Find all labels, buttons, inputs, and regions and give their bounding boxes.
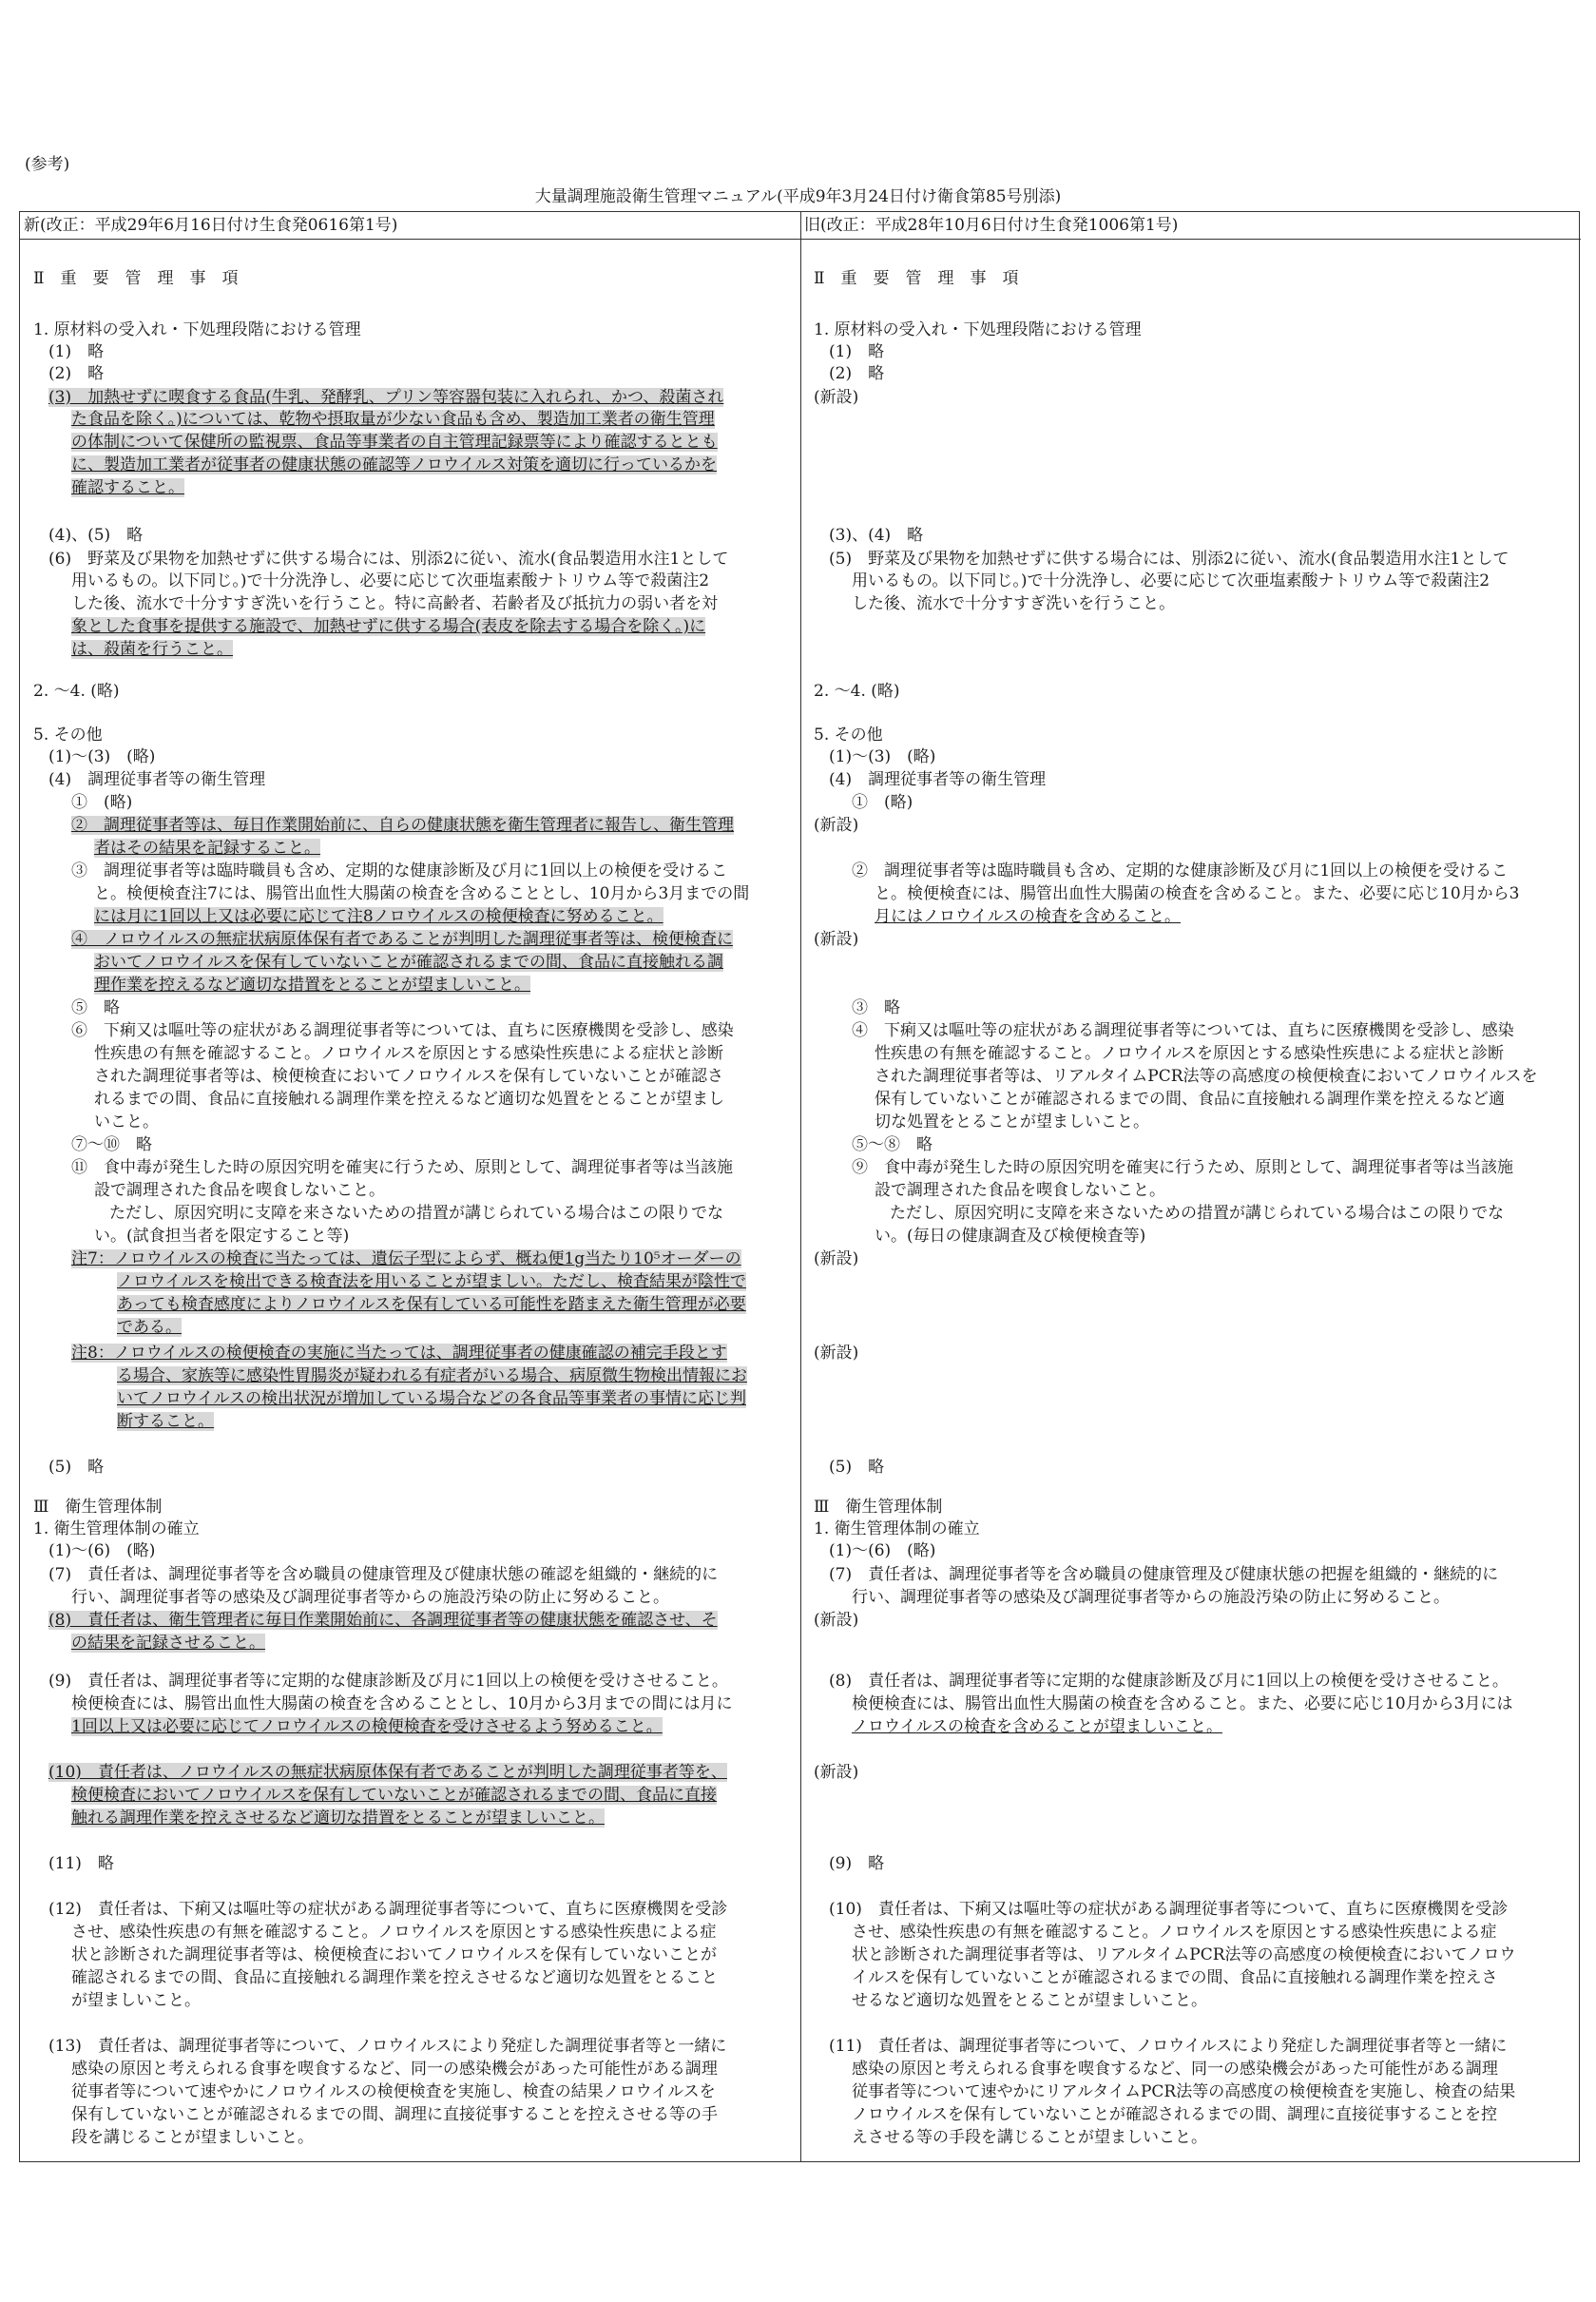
old-version-text-line: い。(毎日の健康調査及び検便検査等) <box>875 1227 1146 1246</box>
new-version-text-line: Ⅲ 衛生管理体制 <box>33 1498 163 1517</box>
old-version-text-line: ③ 略 <box>852 998 900 1017</box>
old-version-text-line: (3)、(4) 略 <box>829 526 924 545</box>
new-version-text-line: いてノロウイルスの検出状況が増加している場合などの各食品等事業者の事情に応じ判 <box>117 1389 746 1408</box>
new-version-text-line: (5) 略 <box>48 1458 105 1477</box>
new-version-text-line: に、製造加工業者が従事者の健康状態の確認等ノロウイルス対策を適切に行っているかを <box>71 455 717 474</box>
new-version-text-line: (8) 責任者は、衛生管理者に毎日作業開始前に、各調理従事者等の健康状態を確認させ、そ <box>48 1611 718 1630</box>
old-version-text-line: ⑤～⑧ 略 <box>852 1135 933 1154</box>
old-version-text-line: させ、感染性疾患の有無を確認すること。ノロウイルスを原因とする感染性疾患による症 <box>852 1923 1497 1942</box>
new-version-text-line: の結果を記録させること。 <box>71 1634 265 1653</box>
new-version-text-line: れるまでの間、食品に直接触れる調理作業を控えるなど適切な処置をとることが望まし <box>94 1090 724 1109</box>
old-version-text-line: (1) 略 <box>829 342 885 361</box>
new-version-text-line: 検便検査には、腸管出血性大腸菌の検査を含めることとし、10月から3月までの間には月に <box>71 1694 733 1713</box>
old-version-text-line: (11) 責任者は、調理従事者等について、ノロウイルスにより発症した調理従事者等と一緒に <box>829 2037 1508 2056</box>
new-version-text-line: 1. 衛生管理体制の確立 <box>33 1519 200 1538</box>
old-version-text-line: 切な処置をとることが望ましいこと。 <box>875 1112 1149 1132</box>
new-version-text-line: ① (略) <box>71 793 133 812</box>
old-version-text-line: 性疾患の有無を確認すること。ノロウイルスを原因とする感染性疾患による症状と診断 <box>875 1044 1504 1063</box>
new-version-text-line: ⑪ 食中毒が発生した時の原因究明を確実に行うため、原則として、調理従事者等は当該施 <box>71 1158 733 1177</box>
old-version-text-line: (2) 略 <box>829 364 885 383</box>
new-version-text-line: ② 調理従事者等は、毎日作業開始前に、自らの健康状態を衛生管理者に報告し、衛生管理 <box>71 816 734 835</box>
new-version-text-line: (4) 調理従事者等の衛生管理 <box>48 770 266 789</box>
new-version-text-line: である。 <box>117 1318 182 1337</box>
old-version-text-line: (5) 略 <box>829 1458 885 1477</box>
old-version-text-line: ④ 下痢又は嘔吐等の症状がある調理従事者等については、直ちに医療機関を受診し、感染 <box>852 1021 1514 1040</box>
new-version-text-line: 注7：ノロウイルスの検査に当たっては、遺伝子型によらず、概ね便1g当たり10⁵オーダーの <box>71 1249 741 1268</box>
new-version-text-line: 2. ～4. (略) <box>33 682 120 701</box>
new-version-text-line: 保有していないことが確認されるまでの間、調理に直接従事することを控えさせる等の手 <box>71 2105 718 2124</box>
new-version-header: 新(改正：平成29年6月16日付け生食発0616第1号) <box>20 212 800 240</box>
old-version-text-line: (新設) <box>814 1763 859 1782</box>
new-version-column <box>20 212 801 2161</box>
new-version-text-line: された調理従事者等は、検便検査においてノロウイルスを保有していないことが確認さ <box>94 1067 723 1086</box>
new-version-text-line: (4)、(5) 略 <box>48 526 144 545</box>
old-version-text-line: 用いるもの。以下同じ。)で十分洗浄し、必要に応じて次亜塩素酸ナトリウム等で殺菌注2 <box>852 571 1490 590</box>
old-version-text-line: ノロウイルスの検査を含めることが望ましいこと。 <box>852 1717 1222 1736</box>
new-version-text-line: 行い、調理従事者等の感染及び調理従事者等からの施設汚染の防止に努めること。 <box>71 1588 669 1607</box>
old-version-text-line: (9) 略 <box>829 1854 885 1873</box>
old-version-text-line: 1. 原材料の受入れ・下処理段階における管理 <box>814 320 1142 339</box>
new-version-text-line: (10) 責任者は、ノロウイルスの無症状病原体保有者であることが判明した調理従事者等を、 <box>48 1763 727 1782</box>
old-version-text-line: 1. 衛生管理体制の確立 <box>814 1519 980 1538</box>
new-version-text-line: (1)～(6) (略) <box>48 1541 156 1560</box>
old-version-text-line: (新設) <box>814 930 859 949</box>
new-version-text-line: (9) 責任者は、調理従事者等に定期的な健康診断及び月に1回以上の検便を受けさせること。 <box>48 1672 728 1691</box>
old-version-text-line: せるなど適切な処置をとることが望ましいこと。 <box>852 1991 1207 2010</box>
old-version-text-line: と。検便検査には、腸管出血性大腸菌の検査を含めること。また、必要に応じ10月から3 <box>875 884 1520 903</box>
old-version-text-line: (新設) <box>814 816 859 835</box>
new-version-text-line: 触れる調理作業を控えさせるなど適切な措置をとることが望ましいこと。 <box>71 1809 605 1828</box>
old-version-column <box>800 212 1581 2161</box>
old-version-text-line: ⑨ 食中毒が発生した時の原因究明を確実に行うため、原則として、調理従事者等は当該施 <box>852 1158 1513 1177</box>
old-version-text-line: (10) 責任者は、下痢又は嘔吐等の症状がある調理従事者等について、直ちに医療機関を受診 <box>829 1900 1509 1919</box>
new-version-text-line: 者はその結果を記録すること。 <box>94 839 320 858</box>
new-version-text-line: には月に1回以上又は必要に応じて注8ノロウイルスの検便検査に努めること。 <box>94 907 663 926</box>
new-version-text-line: 性疾患の有無を確認すること。ノロウイルスを原因とする感染性疾患による症状と診断 <box>94 1044 723 1063</box>
new-version-text-line: の体制について保健所の監視票、食品等事業者の自主管理記録票等により確認するととも <box>71 433 718 452</box>
new-version-text-line: ノロウイルスを検出できる検査法を用いることが望ましい。ただし、検査結果が陰性で <box>117 1272 746 1291</box>
old-version-text-line: 従事者等について速やかにリアルタイムPCR法等の高感度の検便検査を実施し、検査の結果 <box>852 2082 1516 2101</box>
old-version-text-line: 行い、調理従事者等の感染及び調理従事者等からの施設汚染の防止に努めること。 <box>852 1588 1450 1607</box>
new-version-text-line: 断すること。 <box>117 1412 214 1431</box>
reference-label: (参考) <box>25 155 70 174</box>
new-version-text-line: 感染の原因と考えられる食事を喫食するなど、同一の感染機会があった可能性がある調理 <box>71 2060 718 2079</box>
new-version-text-line: 1. 原材料の受入れ・下処理段階における管理 <box>33 320 361 339</box>
old-version-text-line: ただし、原因究明に支障を来さないための措置が講じられている場合はこの限りでな <box>890 1204 1504 1223</box>
new-version-text-line: ⑤ 略 <box>71 998 120 1017</box>
new-version-text-line: (12) 責任者は、下痢又は嘔吐等の症状がある調理従事者等について、直ちに医療機関を受診 <box>48 1900 728 1919</box>
new-version-text-line: 5. その他 <box>33 725 103 745</box>
old-version-text-line: した後、流水で十分すすぎ洗いを行うこと。 <box>852 594 1176 613</box>
new-version-text-line: い。(試食担当者を限定すること等) <box>94 1227 350 1246</box>
old-version-text-line: 月にはノロウイルスの検査を含めること。 <box>875 907 1181 926</box>
new-version-text-line: と。検便検査注7には、腸管出血性大腸菌の検査を含めることとし、10月から3月までの間 <box>94 884 750 903</box>
old-version-text-line: 感染の原因と考えられる食事を喫食するなど、同一の感染機会があった可能性がある調理 <box>852 2060 1498 2079</box>
new-version-text-line: (1) 略 <box>48 342 105 361</box>
old-version-text-line: (7) 責任者は、調理従事者等を含め職員の健康管理及び健康状態の把握を組織的・継続的に <box>829 1565 1499 1584</box>
old-version-text-line: (新設) <box>814 388 859 407</box>
old-version-text-line: (新設) <box>814 1611 859 1630</box>
new-version-text-line: (11) 略 <box>48 1854 114 1873</box>
old-version-text-line: えさせる等の手段を講じることが望ましいこと。 <box>852 2128 1207 2147</box>
old-version-text-line: ② 調理従事者等は臨時職員も含め、定期的な健康診断及び月に1回以上の検便を受けるこ <box>852 861 1509 880</box>
new-version-text-line: あっても検査感度によりノロウイルスを保有している可能性を踏まえた衛生管理が必要 <box>117 1295 746 1314</box>
new-version-text-line: 段を講じることが望ましいこと。 <box>71 2128 314 2147</box>
new-version-text-line: が望ましいこと。 <box>71 1991 201 2010</box>
old-version-header: 旧(改正：平成28年10月6日付け生食発1006第1号) <box>800 212 1581 240</box>
old-version-text-line: (新設) <box>814 1344 859 1363</box>
new-version-text-line: いこと。 <box>94 1112 159 1132</box>
new-version-text-line: は、殺菌を行うこと。 <box>71 640 233 659</box>
new-version-text-line: 注8：ノロウイルスの検便検査の実施に当たっては、調理従事者の健康確認の補完手段とす <box>71 1344 727 1363</box>
new-version-text-line: た食品を除く。)については、乾物や摂取量が少ない食品も含め、製造加工業者の衛生管理 <box>71 410 715 429</box>
old-version-text-line: 検便検査には、腸管出血性大腸菌の検査を含めること。また、必要に応じ10月から3月には <box>852 1694 1513 1713</box>
new-version-text-line: ⑥ 下痢又は嘔吐等の症状がある調理従事者等については、直ちに医療機関を受診し、感染 <box>71 1021 734 1040</box>
old-version-text-line: (1)～(6) (略) <box>829 1541 936 1560</box>
old-version-text-line: 保有していないことが確認されるまでの間、食品に直接触れる調理作業を控えるなど適 <box>875 1090 1505 1109</box>
old-version-text-line: ① (略) <box>852 793 913 812</box>
old-version-text-line: された調理従事者等は、リアルタイムPCR法等の高感度の検便検査においてノロウイルスを <box>875 1067 1538 1086</box>
old-version-text-line: イルスを保有していないことが確認されるまでの間、食品に直接触れる調理作業を控えさ <box>852 1968 1498 1987</box>
old-version-text-line: (新設) <box>814 1249 859 1268</box>
new-version-text-line: 確認されるまでの間、食品に直接触れる調理作業を控えさせるなど適切な処置をとること <box>71 1968 718 1987</box>
old-version-text-line: ノロウイルスを保有していないことが確認されるまでの間、調理に直接従事することを控 <box>852 2105 1497 2124</box>
old-version-text-line: Ⅱ 重 要 管 理 事 項 <box>814 269 1019 288</box>
new-version-text-line: 用いるもの。以下同じ。)で十分洗浄し、必要に応じて次亜塩素酸ナトリウム等で殺菌注2 <box>71 571 710 590</box>
document-caption: 大量調理施設衛生管理マニュアル(平成9年3月24日付け衛食第85号別添) <box>534 187 1062 206</box>
new-version-text-line: る場合、家族等に感染性胃腸炎が疑われる有症者がいる場合、病原微生物検出情報にお <box>117 1366 747 1385</box>
new-version-text-line: ④ ノロウイルスの無症状病原体保有者であることが判明した調理従事者等は、検便検査に <box>71 930 733 949</box>
new-version-text-line: 状と診断された調理従事者等は、検便検査においてノロウイルスを保有していないことが <box>71 1945 717 1964</box>
old-version-text-line: 2. ～4. (略) <box>814 682 900 701</box>
new-version-text-line: ③ 調理従事者等は臨時職員も含め、定期的な健康診断及び月に1回以上の検便を受けるこ <box>71 861 728 880</box>
new-version-text-line: 確認すること。 <box>71 478 184 497</box>
new-version-text-line: した後、流水で十分すすぎ洗いを行うこと。特に高齢者、若齢者及び抵抗力の弱い者を対 <box>71 594 719 613</box>
new-version-text-line: (3) 加熱せずに喫食する食品(牛乳、発酵乳、プリン等容器包装に入れられ、かつ、殺菌され <box>48 388 724 407</box>
old-version-text-line: 5. その他 <box>814 725 883 745</box>
new-version-text-line: (2) 略 <box>48 364 105 383</box>
new-version-text-line: (13) 責任者は、調理従事者等について、ノロウイルスにより発症した調理従事者等と一緒に <box>48 2037 727 2056</box>
new-version-text-line: 理作業を控えるなど適切な措置をとることが望ましいこと。 <box>94 976 530 995</box>
old-version-text-line: (5) 野菜及び果物を加熱せずに供する場合には、別添2に従い、流水(食品製造用水注1として <box>829 550 1509 569</box>
new-version-text-line: 従事者等について速やかにノロウイルスの検便検査を実施し、検査の結果ノロウイルスを <box>71 2082 716 2101</box>
old-version-text-line: (4) 調理従事者等の衛生管理 <box>829 770 1047 789</box>
new-version-text-line: ただし、原因究明に支障を来さないための措置が講じられている場合はこの限りでな <box>109 1204 723 1223</box>
new-version-text-line: (1)～(3) (略) <box>48 747 156 766</box>
new-version-text-line: (7) 責任者は、調理従事者等を含め職員の健康管理及び健康状態の確認を組織的・継続的に <box>48 1565 719 1584</box>
new-version-text-line: Ⅱ 重 要 管 理 事 項 <box>33 269 239 288</box>
new-version-text-line: おいてノロウイルスを保有していないことが確認されるまでの間、食品に直接触れる調 <box>94 953 723 972</box>
comparison-table <box>19 211 1580 2162</box>
new-version-text-line: 検便検査においてノロウイルスを保有していないことが確認されるまでの間、食品に直接 <box>71 1786 717 1805</box>
old-version-text-line: 設で調理された食品を喫食しないこと。 <box>875 1181 1165 1200</box>
new-version-text-line: させ、感染性疾患の有無を確認すること。ノロウイルスを原因とする感染性疾患による症 <box>71 1923 717 1942</box>
new-version-text-line: 象とした食事を提供する施設で、加熱せずに供する場合(表皮を除去する場合を除く。)に <box>71 617 706 636</box>
old-version-text-line: Ⅲ 衛生管理体制 <box>814 1498 943 1517</box>
new-version-text-line: 設で調理された食品を喫食しないこと。 <box>94 1181 385 1200</box>
old-version-text-line: (1)～(3) (略) <box>829 747 936 766</box>
new-version-text-line: 1回以上又は必要に応じてノロウイルスの検便検査を受けさせるよう努めること。 <box>71 1717 663 1736</box>
new-version-text-line: ⑦～⑩ 略 <box>71 1135 152 1154</box>
old-version-text-line: 状と診断された調理従事者等は、リアルタイムPCR法等の高感度の検便検査においてノロウ <box>852 1945 1516 1964</box>
old-version-text-line: (8) 責任者は、調理従事者等に定期的な健康診断及び月に1回以上の検便を受けさせること。 <box>829 1672 1509 1691</box>
new-version-text-line: (6) 野菜及び果物を加熱せずに供する場合には、別添2に従い、流水(食品製造用水注1として <box>48 550 729 569</box>
